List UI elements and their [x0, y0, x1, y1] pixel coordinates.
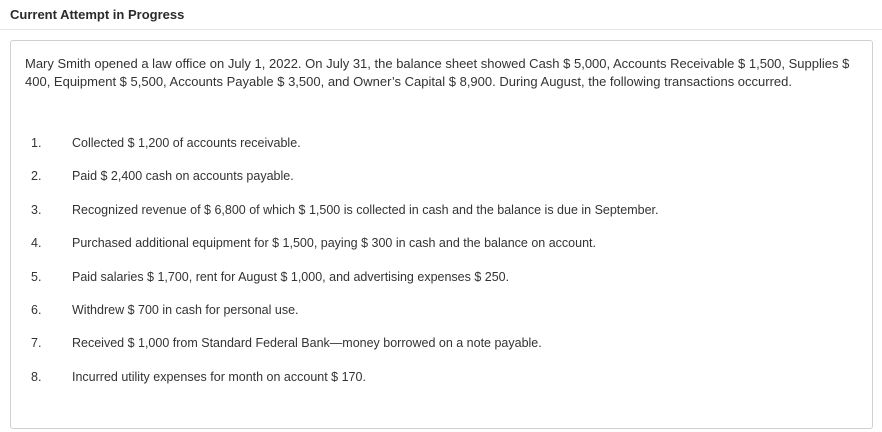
attempt-header [0, 0, 882, 30]
transaction-text: Withdrew $ 700 in cash for personal use. [72, 302, 299, 317]
transaction-number: 8. [31, 369, 42, 384]
transaction-item [11, 135, 871, 168]
transaction-item [11, 269, 871, 302]
transaction-text: Paid salaries $ 1,700, rent for August $ 1,000, and advertising expenses $ 250. [72, 269, 510, 284]
transaction-number: 6. [31, 302, 42, 317]
transaction-item [11, 302, 871, 335]
transaction-number: 1. [31, 136, 42, 150]
transaction-text: Incurred utility expenses for month on account $ 170. [72, 369, 366, 384]
transaction-text: Collected $ 1,200 of accounts receivable. [72, 136, 301, 150]
transaction-number: 2. [31, 169, 42, 184]
attempt-status-title: Current Attempt in Progress [10, 7, 185, 22]
transaction-number: 7. [31, 336, 42, 351]
transaction-text: Recognized revenue of $ 6,800 of which $ 1,500 is collected in cash and the balance is due in September. [72, 202, 659, 217]
transaction-text: Purchased additional equipment for $ 1,500, paying $ 300 in cash and the balance on account. [72, 236, 596, 251]
transaction-item [11, 335, 871, 368]
transaction-number: 4. [31, 236, 42, 251]
transaction-item [11, 235, 871, 268]
transaction-text: Received $ 1,000 from Standard Federal Bank—money borrowed on a note payable. [72, 336, 542, 351]
transaction-number: 3. [31, 202, 42, 217]
transaction-item [11, 168, 871, 201]
transaction-list [11, 135, 871, 402]
transaction-item [11, 202, 871, 235]
transaction-item [11, 369, 871, 402]
transaction-number: 5. [31, 269, 42, 284]
problem-intro: Mary Smith opened a law office on July 1, 2022. On July 31, the balance sheet showed Cash $ 5,000, Accounts Receivable $ 1,500, Supplies $ 400, Equipment $ 5,500, Accounts Payable $ 3,500, and Owner’s Capital $ 8,900. During August, the following transactions occurred. [25, 56, 850, 89]
transaction-text: Paid $ 2,400 cash on accounts payable. [72, 169, 294, 184]
question-panel [10, 40, 873, 429]
